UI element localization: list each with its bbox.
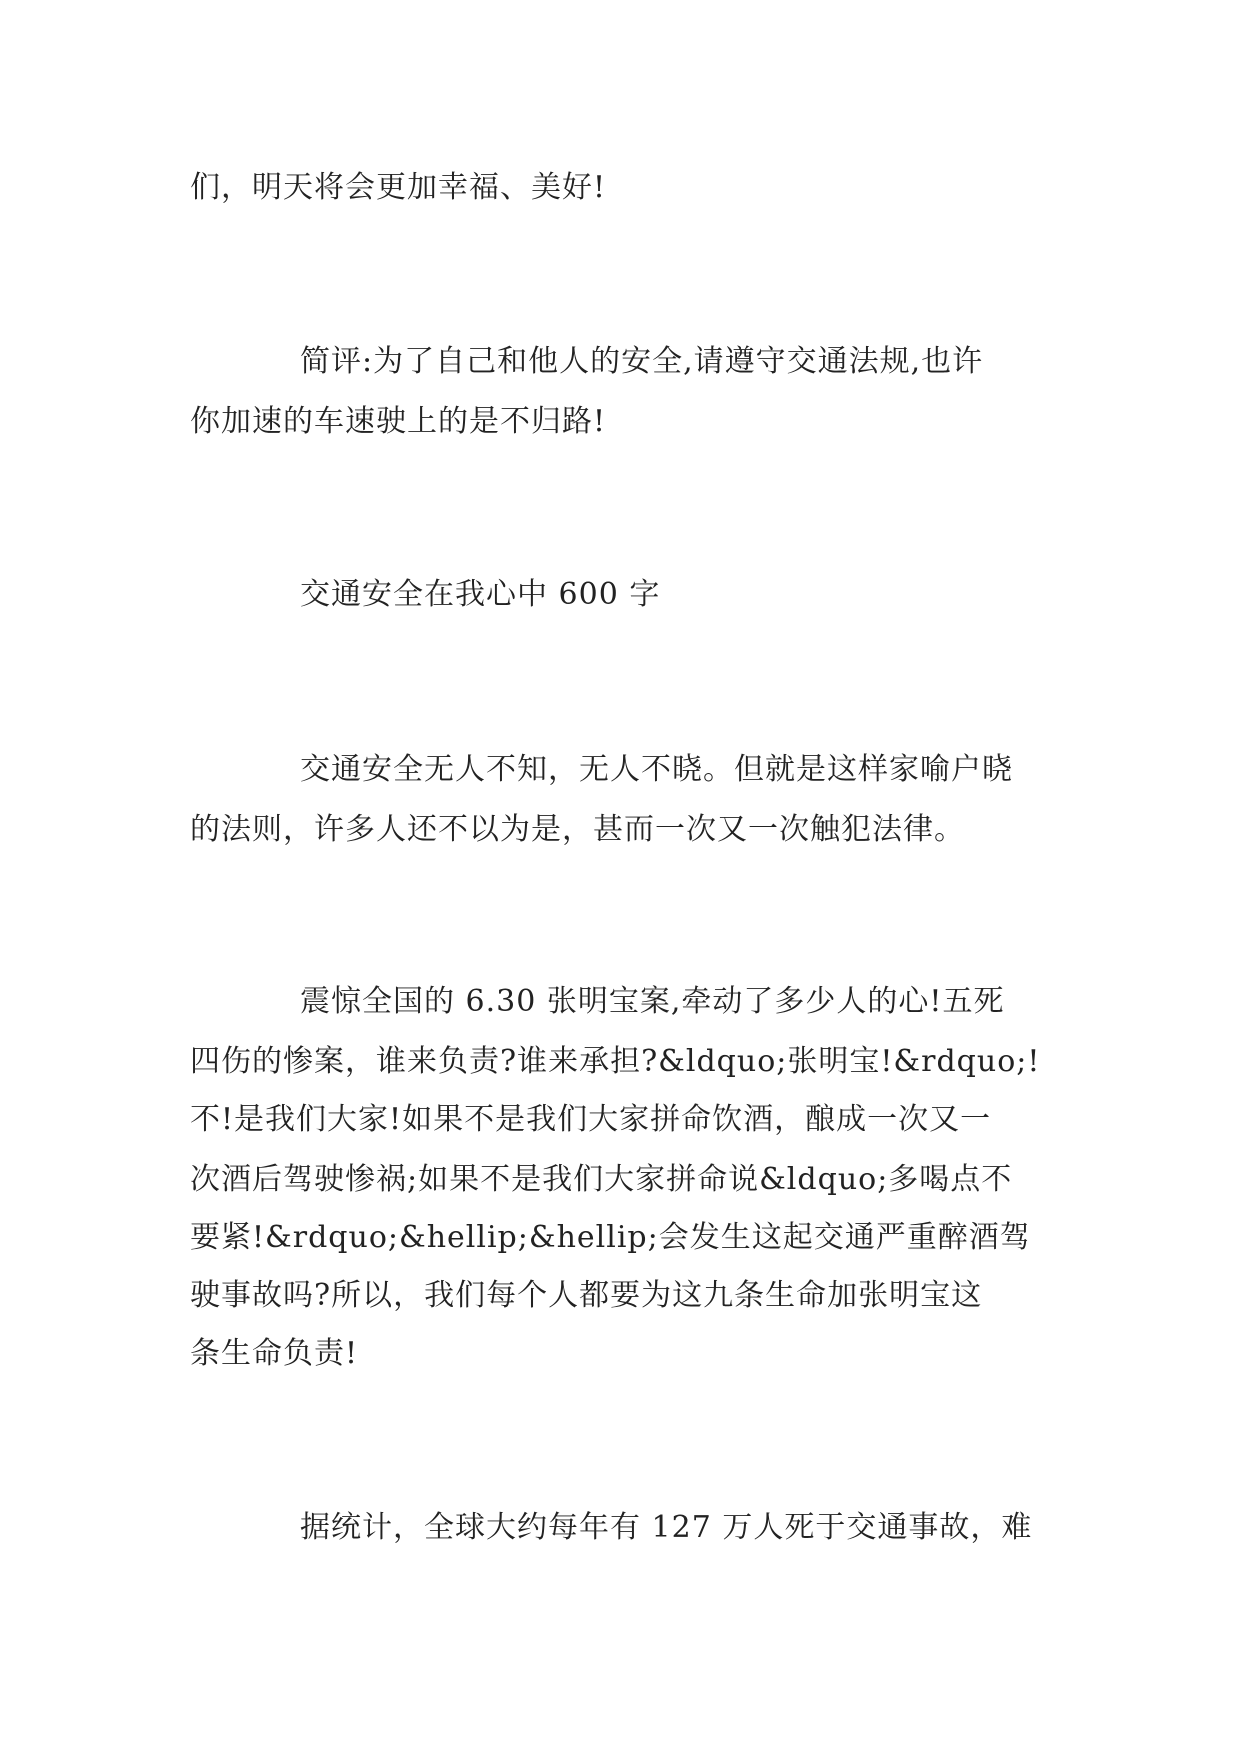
text-line: 四伤的惨案，谁来负责?谁来承担?&ldquo;张明宝!&rdquo;!: [190, 1044, 1041, 1079]
text-line: 要紧!&rdquo;&hellip;&hellip;会发生这起交通严重醉酒驾: [190, 1220, 1031, 1255]
text-line: 震惊全国的 6.30 张明宝案,牵动了多少人的心!五死: [300, 984, 1005, 1019]
text-line: 据统计，全球大约每年有 127 万人死于交通事故，难: [300, 1510, 1033, 1545]
text-line: 次酒后驾驶惨祸;如果不是我们大家拼命说&ldquo;多喝点不: [190, 1162, 1013, 1197]
text-line: 的法则，许多人还不以为是，甚而一次又一次触犯法律。: [190, 812, 965, 847]
text-line: 条生命负责!: [190, 1336, 359, 1371]
text-line: 你加速的车速驶上的是不归路!: [190, 404, 607, 439]
text-line: 不!是我们大家!如果不是我们大家拼命饮酒，酿成一次又一: [190, 1102, 992, 1137]
text-line: 驶事故吗?所以，我们每个人都要为这九条生命加张明宝这: [190, 1278, 983, 1313]
text-line: 交通安全无人不知，无人不晓。但就是这样家喻户晓: [300, 752, 1013, 787]
text-line: 们，明天将会更加幸福、美好!: [190, 170, 607, 205]
text-line: 简评:为了自己和他人的安全,请遵守交通法规,也许: [300, 344, 984, 379]
section-heading: 交通安全在我心中 600 字: [300, 577, 661, 612]
